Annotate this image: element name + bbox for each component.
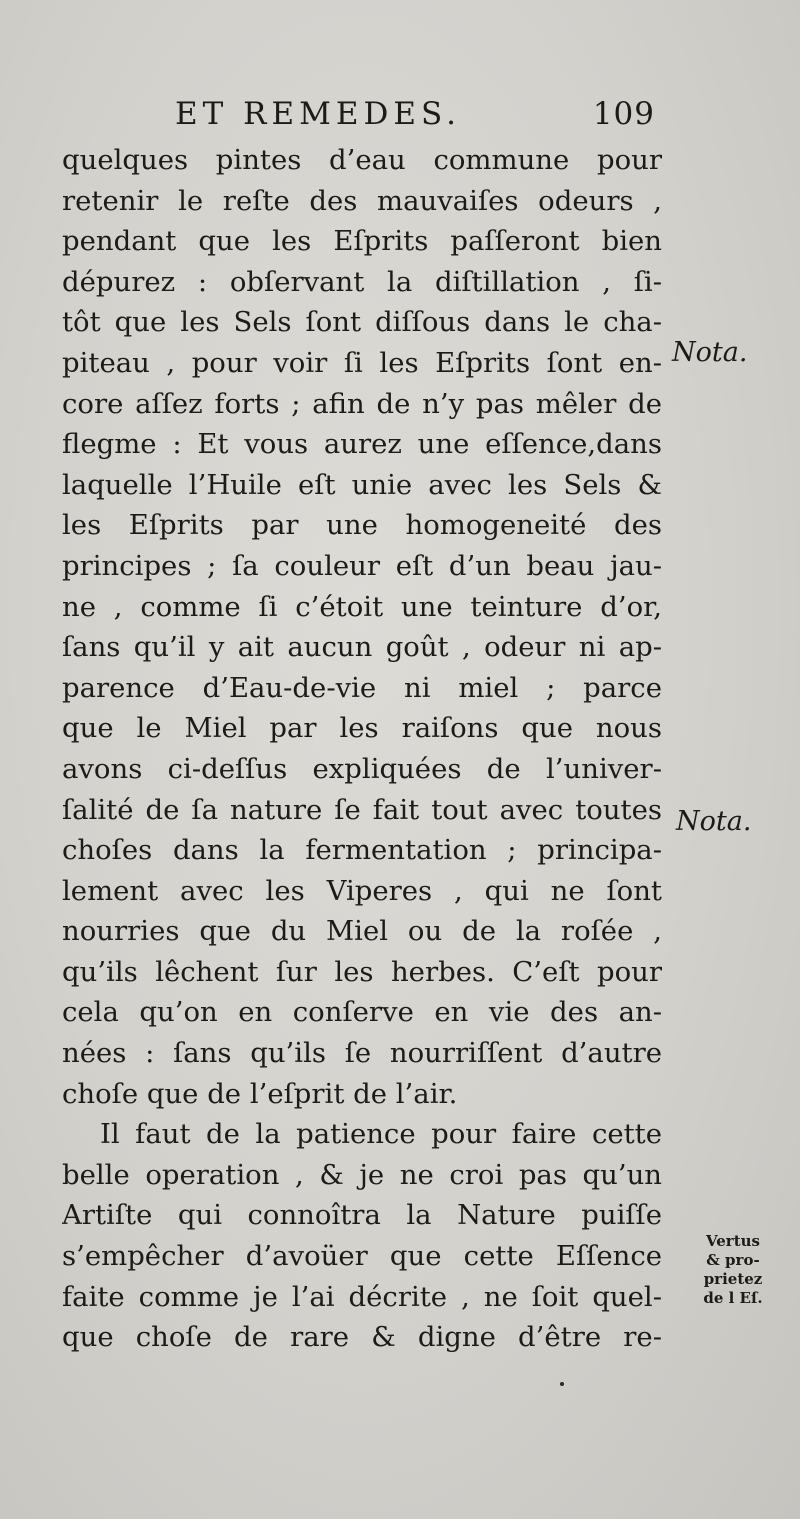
margin-note-line: prietez [703, 1270, 763, 1288]
ink-speck [560, 1382, 564, 1386]
text-line: qu’ils lêchent ſur les herbes. C’eſt pour [62, 955, 662, 988]
running-title: ET REMEDES. [175, 96, 461, 132]
text-line: choſe que de l’eſprit de l’air. [62, 1077, 458, 1110]
margin-note-nota: Nota. [672, 337, 748, 368]
text-line: que choſe de rare & digne d’être re- [62, 1321, 662, 1354]
text-line: flegme : Et vous aurez une eſſence,dans [62, 428, 662, 461]
margin-note-line: & pro- [706, 1251, 760, 1269]
text-line: ſalité de ſa nature ſe fait tout avec toutes [62, 793, 662, 826]
page-number: 109 [592, 96, 655, 132]
margin-note-line: Vertus [706, 1232, 760, 1250]
text-line: quelques pintes d’eau commune pour [62, 144, 662, 176]
text-line: Il faut de la patience pour faire cette [100, 1118, 662, 1151]
body-text [62, 140, 662, 1358]
margin-note-nota: Nota. [676, 806, 752, 837]
text-line: retenir le reſte des mauvaiſes odeurs , [62, 184, 662, 217]
text-line: parence d’Eau-de-vie ni miel ; parce [62, 671, 662, 704]
text-line: dépurez : obſervant la diſtillation , ſi- [62, 265, 662, 298]
text-line: faite comme je l’ai décrite , ne ſoit quel- [62, 1280, 662, 1313]
margin-note-vertus [688, 1232, 778, 1308]
text-line: pendant que les Eſprits paſſeront bien [62, 225, 662, 258]
text-line: s’empêcher d’avoüer que cette Eſſence [62, 1240, 662, 1273]
text-line: nées : ſans qu’ils ſe nourriſſent d’autre [62, 1037, 662, 1070]
text-line: piteau , pour voir ſi les Eſprits ſont en- [62, 346, 662, 379]
page-header [175, 96, 655, 140]
text-line: laquelle l’Huile eſt unie avec les Sels & [62, 468, 662, 501]
text-line: tôt que les Sels ſont diſſous dans le cha- [62, 306, 662, 339]
text-line: avons ci-deſſus expliquées de l’univer- [62, 752, 662, 785]
text-line: les Eſprits par une homogeneité des [62, 509, 662, 542]
text-line: core aſſez forts ; afin de n’y pas mêler de [62, 387, 662, 420]
text-line: que le Miel par les raiſons que nous [62, 712, 662, 745]
text-line: cela qu’on en conſerve en vie des an- [62, 996, 662, 1029]
text-line: nourries que du Miel ou de la roſée , [62, 915, 662, 948]
text-line: choſes dans la fermentation ; principa- [62, 834, 662, 867]
text-line: principes ; ſa couleur eſt d’un beau jau- [62, 549, 662, 582]
text-line: Artiſte qui connoîtra la Nature puiſſe [62, 1199, 662, 1232]
text-line: belle operation , & je ne croi pas qu’un [62, 1158, 662, 1191]
text-line: ne , comme ſi c’étoit une teinture d’or, [62, 590, 662, 623]
margin-note-line: de l Eſ. [703, 1289, 763, 1307]
text-line: ſans qu’il y ait aucun goût , odeur ni ap- [62, 631, 662, 664]
text-line: lement avec les Viperes , qui ne ſont [62, 874, 662, 907]
